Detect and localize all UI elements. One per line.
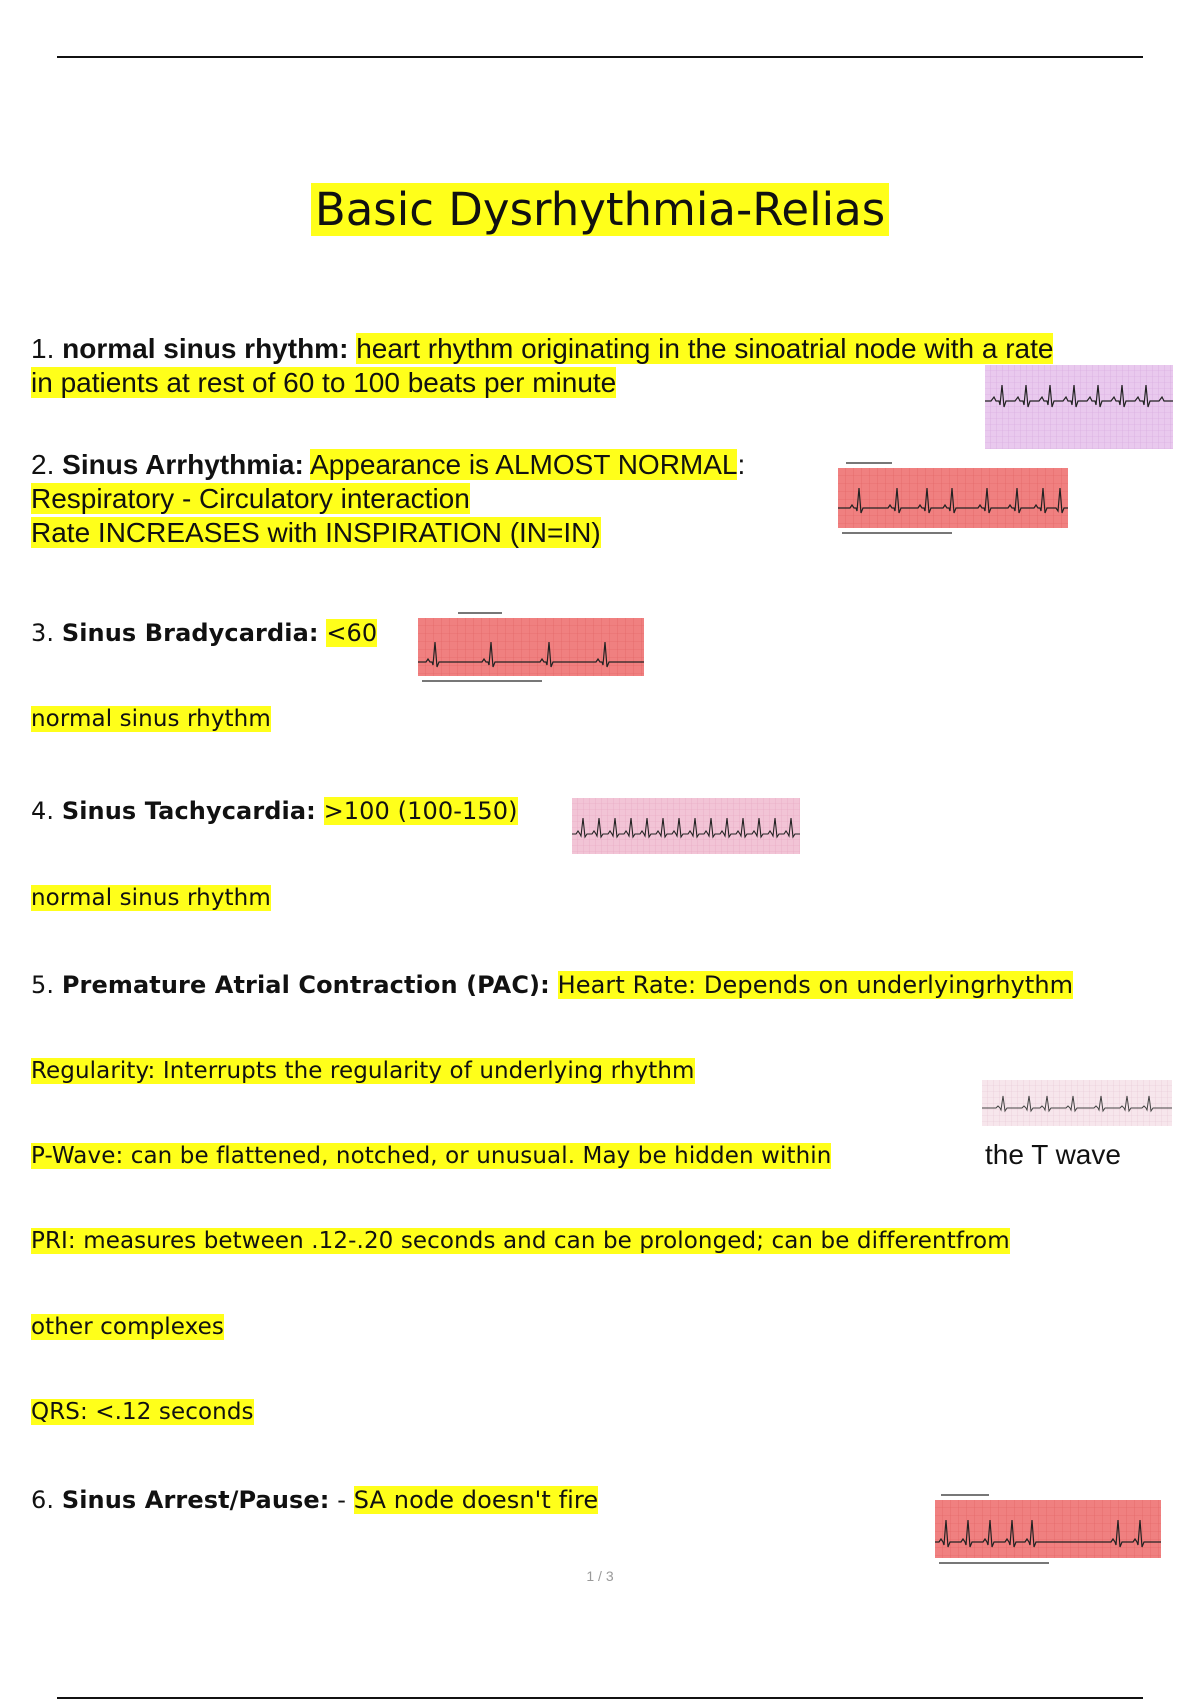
item-term: Premature Atrial Contraction (PAC):	[61, 971, 550, 999]
ecg-strip-graphic	[418, 618, 644, 682]
top-rule	[57, 56, 1143, 58]
item-note	[31, 702, 271, 736]
item-definition-line1: Appearance is ALMOST NORMAL	[310, 449, 738, 480]
item-value: SA node doesn't fire	[353, 1486, 599, 1514]
ecg-strip-graphic	[982, 1080, 1172, 1126]
item-pac	[31, 968, 1073, 1002]
bottom-rule	[57, 1697, 1143, 1699]
document-title	[0, 178, 1200, 242]
item-term: Sinus Tachycardia:	[61, 797, 316, 825]
item-value: <60	[326, 619, 378, 647]
item-number: 1.	[31, 333, 55, 364]
item-pac-pwave-tail	[985, 1138, 1121, 1172]
ecg-strip-graphic	[572, 798, 800, 854]
ecg-strip-pac	[982, 1080, 1172, 1126]
item-pac-qrs	[31, 1395, 254, 1429]
title-text: Basic Dysrhythmia-Relias	[311, 183, 889, 236]
item-sinus-tachycardia	[31, 794, 518, 828]
item-definition-line2: in patients at rest of 60 to 100 beats per minute	[31, 367, 617, 398]
ecg-strip-sinus-tachycardia	[572, 798, 800, 854]
item-sinus-arrhythmia	[31, 448, 745, 550]
item-dash: -	[329, 1486, 354, 1514]
ecg-strip-footer	[842, 532, 952, 534]
ecg-strip-caption	[458, 612, 502, 614]
item-pwave-text: P-Wave: can be flattened, notched, or unusual. May be hidden within	[31, 1143, 832, 1169]
item-number: 5.	[31, 971, 55, 999]
page-indicator: 1 / 3	[586, 1568, 614, 1584]
item-pri-tail-text: other complexes	[31, 1314, 224, 1340]
item-sinus-bradycardia	[31, 616, 377, 650]
item-normal-sinus-rhythm	[31, 332, 1053, 400]
item-note-text: normal sinus rhythm	[31, 706, 271, 732]
item-term: Sinus Arrhythmia:	[62, 449, 304, 480]
item-colon: :	[737, 449, 746, 480]
item-definition-line3: Rate INCREASES with INSPIRATION (IN=IN)	[31, 517, 601, 548]
item-value: >100 (100-150)	[323, 797, 518, 825]
item-term: Sinus Arrest/Pause:	[61, 1486, 330, 1514]
ecg-strip-footer	[422, 680, 542, 682]
item-pac-regularity	[31, 1054, 695, 1088]
item-number: 3.	[31, 619, 55, 647]
item-note	[31, 881, 271, 915]
item-number: 2.	[31, 449, 55, 480]
item-definition-line1: heart rhythm originating in the sinoatrial node with a rate	[356, 333, 1054, 364]
ecg-strip-graphic	[985, 365, 1173, 449]
item-number: 6.	[31, 1486, 55, 1514]
item-pac-pwave	[31, 1139, 831, 1173]
item-note-text: normal sinus rhythm	[31, 885, 271, 911]
item-regularity-text: Regularity: Interrupts the regularity of underlying rhythm	[31, 1058, 695, 1084]
item-sinus-arrest	[31, 1483, 598, 1517]
ecg-strip-caption	[846, 462, 892, 464]
item-definition-line2: Respiratory - Circulatory interaction	[31, 483, 470, 514]
item-term: normal sinus rhythm:	[62, 333, 349, 364]
ecg-strip-normal-sinus-rhythm	[985, 365, 1173, 449]
item-qrs-text: QRS: <.12 seconds	[31, 1399, 254, 1425]
item-pri-text: PRI: measures between .12-.20 seconds and can be prolonged; can be differentfrom	[31, 1228, 1010, 1254]
item-pac-pri-tail	[31, 1310, 224, 1344]
item-pwave-tail-text: the T wave	[985, 1139, 1121, 1170]
item-number: 4.	[31, 797, 55, 825]
ecg-strip-footer	[939, 1562, 1049, 1564]
item-pac-pri	[31, 1224, 1010, 1258]
ecg-strip-graphic	[838, 468, 1068, 538]
ecg-strip-caption	[941, 1494, 989, 1496]
item-term: Sinus Bradycardia:	[61, 619, 319, 647]
item-rate: Heart Rate: Depends on underlyingrhythm	[557, 971, 1074, 999]
ecg-strip-graphic	[935, 1500, 1161, 1566]
